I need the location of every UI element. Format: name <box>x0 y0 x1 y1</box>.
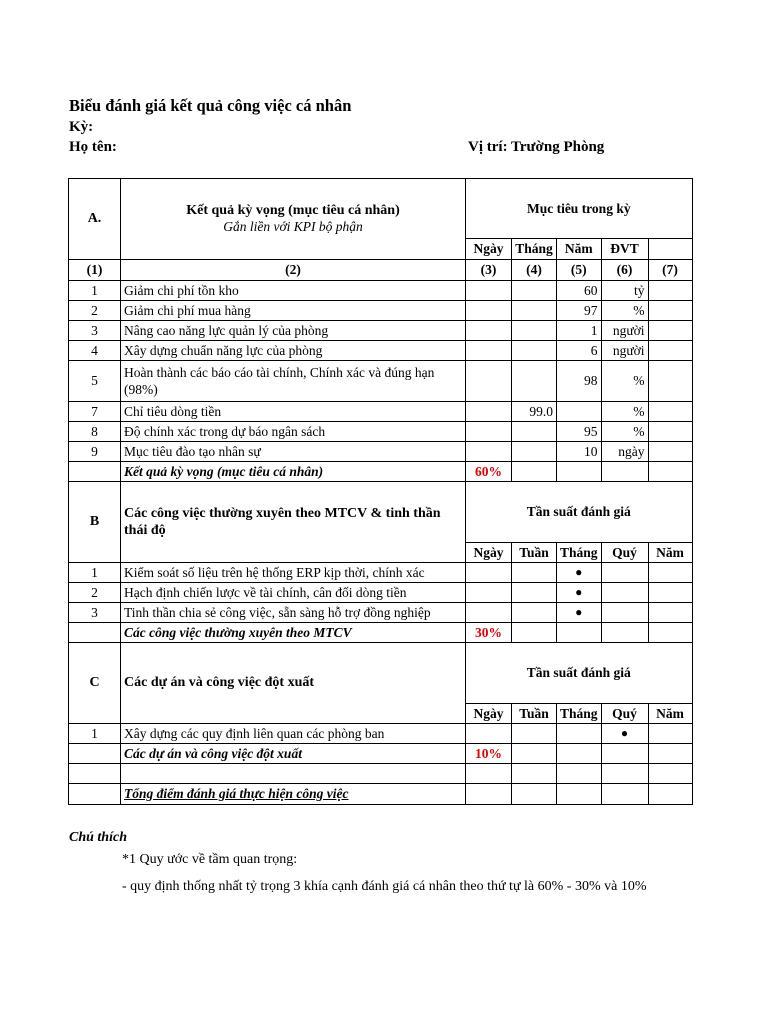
row-description: Nâng cao năng lực quản lý của phòng <box>121 321 466 341</box>
index-cell: (4) <box>512 260 557 281</box>
index-cell: (2) <box>121 260 466 281</box>
row-unit: % <box>601 422 648 442</box>
section-c-total-pct: 10% <box>466 744 512 764</box>
table-row <box>69 724 693 744</box>
row-thang <box>512 341 557 361</box>
grand-total-label: Tổng điểm đánh giá thực hiện công việc <box>121 784 466 805</box>
section-b-total-row <box>69 623 693 643</box>
section-a-total-label: Kết quả kỳ vọng (mục tiêu cá nhân) <box>121 462 466 482</box>
row-number: 7 <box>69 402 121 422</box>
index-row <box>69 260 693 281</box>
col-ngay: Ngày <box>466 704 512 724</box>
index-cell: (7) <box>648 260 692 281</box>
section-b-total-label: Các công việc thường xuyên theo MTCV <box>121 623 466 643</box>
row-description: Hoàn thành các báo cáo tài chính, Chính xác và đúng hạn (98%) <box>121 361 466 402</box>
row-number: 1 <box>69 724 121 744</box>
frequency-marker: ● <box>557 563 602 583</box>
row-number: 1 <box>69 281 121 301</box>
frequency-marker: ● <box>601 724 648 744</box>
section-a-heading-cell <box>121 179 466 260</box>
table-row <box>69 341 693 361</box>
name-label: Họ tên: <box>69 139 117 155</box>
section-c-total-label: Các dự án và công việc đột xuất <box>121 744 466 764</box>
row-nam: 97 <box>557 301 602 321</box>
position-value: Trường Phòng <box>511 139 605 155</box>
row-number: 5 <box>69 361 121 402</box>
section-a-subheading: Gắn liền với KPI bộ phận <box>223 219 363 234</box>
section-c-header-row <box>69 643 693 704</box>
section-b-total-pct: 30% <box>466 623 512 643</box>
row-unit: % <box>601 402 648 422</box>
row-description: Hạch định chiến lược về tài chính, cân đối dòng tiền <box>121 583 466 603</box>
row-number: 8 <box>69 422 121 442</box>
section-a-code: A. <box>69 179 121 260</box>
table-row <box>69 361 693 402</box>
section-b-code: B <box>69 482 121 563</box>
index-cell: (5) <box>557 260 602 281</box>
grand-total-row <box>69 784 693 805</box>
period-label: Kỳ: <box>69 119 94 135</box>
section-c-freq-header: Tần suất đánh giá <box>466 643 693 704</box>
col-ngay: Ngày <box>466 543 512 563</box>
table-row <box>69 281 693 301</box>
row-number: 2 <box>69 583 121 603</box>
row-thang: 99.0 <box>512 402 557 422</box>
table-row <box>69 402 693 422</box>
row-description: Giảm chi phí tồn kho <box>121 281 466 301</box>
row-number: 4 <box>69 341 121 361</box>
row-ngay <box>466 402 512 422</box>
empty-row <box>69 764 693 784</box>
col-ngay: Ngày <box>466 239 512 260</box>
section-a-header-row <box>69 179 693 239</box>
table-row <box>69 442 693 462</box>
col-thang: Tháng <box>512 239 557 260</box>
index-cell: (6) <box>601 260 648 281</box>
row-number: 3 <box>69 321 121 341</box>
table-row <box>69 301 693 321</box>
row-unit: người <box>601 321 648 341</box>
table-row <box>69 603 693 623</box>
row-description: Chỉ tiêu dòng tiền <box>121 402 466 422</box>
row-description: Kiểm soát số liệu trên hệ thống ERP kịp thời, chính xác <box>121 563 466 583</box>
row-number: 9 <box>69 442 121 462</box>
row-nam: 95 <box>557 422 602 442</box>
col-thang: Tháng <box>557 704 602 724</box>
row-thang <box>512 361 557 402</box>
row-unit: tỷ <box>601 281 648 301</box>
row-number: 1 <box>69 563 121 583</box>
document-title: Biểu đánh giá kết quả công việc cá nhân <box>69 96 352 115</box>
frequency-marker: ● <box>557 603 602 623</box>
row-thang <box>512 321 557 341</box>
section-c-code: C <box>69 643 121 724</box>
row-ngay <box>466 301 512 321</box>
notes-line-1: *1 Quy ước về tầm quan trọng: <box>122 852 298 867</box>
row-nam: 6 <box>557 341 602 361</box>
col-thang: Tháng <box>557 543 602 563</box>
col-quy: Quý <box>601 543 648 563</box>
evaluation-table <box>68 178 693 805</box>
col-tuan: Tuần <box>512 543 557 563</box>
row-unit: người <box>601 341 648 361</box>
row-thang <box>512 422 557 442</box>
col-tuan: Tuần <box>512 704 557 724</box>
row-nam: 1 <box>557 321 602 341</box>
frequency-marker: ● <box>557 583 602 603</box>
position-label: Vị trí: <box>468 139 508 155</box>
row-nam: 98 <box>557 361 602 402</box>
index-cell: (1) <box>69 260 121 281</box>
section-a-total-row <box>69 462 693 482</box>
table-row <box>69 563 693 583</box>
row-description: Độ chính xác trong dự báo ngân sách <box>121 422 466 442</box>
row-description-cell <box>121 603 466 623</box>
section-b-heading: Các công việc thường xuyên theo MTCV & tinh thần thái độ <box>121 482 466 563</box>
notes-line-2: - quy định thống nhất tỷ trọng 3 khía cạnh đánh giá cá nhân theo thứ tự là 60% - 30% và 10% <box>122 879 647 894</box>
table-row <box>69 583 693 603</box>
section-a-total-pct: 60% <box>466 462 512 482</box>
row-ngay <box>466 442 512 462</box>
section-a-heading: Kết quả kỳ vọng (mục tiêu cá nhân) <box>186 203 400 218</box>
row-unit: ngày <box>601 442 648 462</box>
row-nam: 10 <box>557 442 602 462</box>
row-description: Mục tiêu đào tạo nhân sự <box>121 442 466 462</box>
table-row <box>69 422 693 442</box>
row-ngay <box>466 281 512 301</box>
row-ngay <box>466 422 512 442</box>
section-b-freq-header: Tần suất đánh giá <box>466 482 693 543</box>
row-nam <box>557 402 602 422</box>
section-b-header-row <box>69 482 693 543</box>
row-nam: 60 <box>557 281 602 301</box>
index-cell: (3) <box>466 260 512 281</box>
row-number: 3 <box>69 603 121 623</box>
col-nam: Năm <box>648 704 692 724</box>
row-description: Xây dựng chuẩn năng lực của phòng <box>121 341 466 361</box>
col-nam: Năm <box>557 239 602 260</box>
row-unit: % <box>601 361 648 402</box>
col-nam: Năm <box>648 543 692 563</box>
target-header: Mục tiêu trong kỳ <box>466 179 693 239</box>
section-c-heading: Các dự án và công việc đột xuất <box>121 643 466 724</box>
row-thang <box>512 442 557 462</box>
row-ngay <box>466 341 512 361</box>
row-unit: % <box>601 301 648 321</box>
row-thang <box>512 281 557 301</box>
row-ngay <box>466 321 512 341</box>
row-description: Giảm chi phí mua hàng <box>121 301 466 321</box>
table-row <box>69 321 693 341</box>
row-thang <box>512 301 557 321</box>
col-quy: Quý <box>601 704 648 724</box>
row-description: Xây dựng các quy định liên quan các phòng ban <box>121 724 466 744</box>
row-ngay <box>466 361 512 402</box>
notes-title: Chú thích <box>69 830 127 845</box>
col-dvt: ĐVT <box>601 239 648 260</box>
row-number: 2 <box>69 301 121 321</box>
row-description: Tinh thần chia sẻ công việc, sẵn sàng hỗ trợ đồng nghiệp <box>124 605 431 620</box>
section-c-total-row <box>69 744 693 764</box>
